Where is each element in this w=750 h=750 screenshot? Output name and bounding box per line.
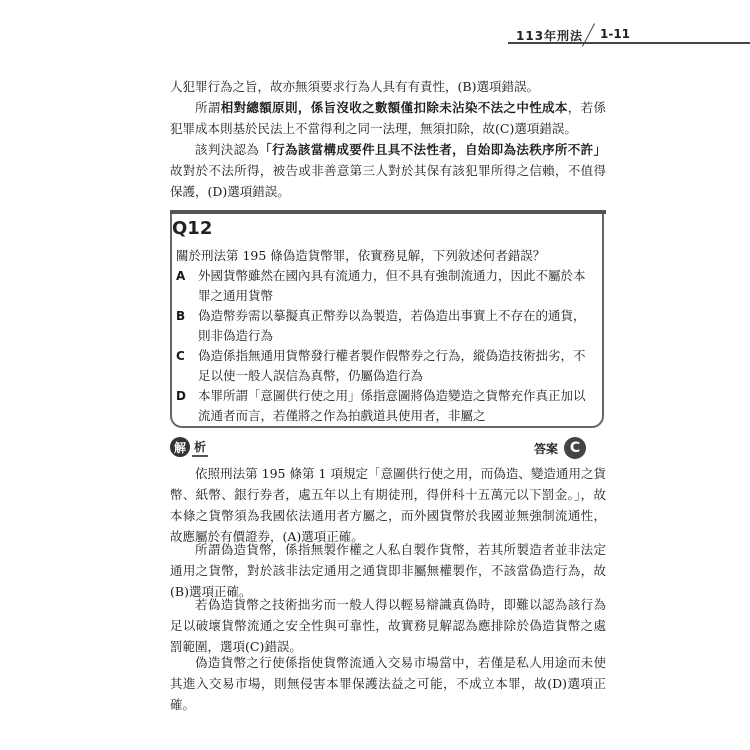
explanation-badge-sub: 析 — [192, 438, 208, 457]
book-title: 113年刑法 — [516, 29, 584, 43]
option-d — [176, 386, 596, 426]
option-text: 外國貨幣雖然在國內具有流通力，但不具有強制流通力，因此不屬於本罪之通用貨幣 — [198, 268, 586, 303]
intro-bold-2: 相對總額原則，係旨沒收之數額僅扣除未沾染不法之中性成本 — [220, 100, 568, 115]
answer-value: C — [564, 437, 586, 459]
running-header — [508, 20, 750, 50]
option-text: 偽造係指無通用貨幣發行權者製作假幣券之行為，縱偽造技術拙劣，不足以使一般人誤信為真幣，仍屬偽造行為 — [198, 348, 586, 383]
explanation-paragraph-1: 依照刑法第 195 條第 1 項規定「意圖供行使之用，而偽造、變造通用之貨幣、紙幣、銀行券者，處五年以上有期徒刑，得併科十五萬元以下罰金。」，故本條之貨幣須為我國依法通用者方屬之，而外國貨幣於我國並無強制流通性，故應屬於有價證券，(A)選項正確。 — [170, 466, 606, 544]
intro-paragraph-1: 人犯罪行為之旨，故亦無須要求行為人具有有責性，(B)選項錯誤。 — [170, 79, 539, 94]
intro-bold-3: 「行為該當構成要件且具不法性者，自始即為法秩序所不許」 — [259, 142, 606, 157]
option-text: 本罪所謂「意圖供行使之用」係指意圖將偽造變造之貨幣充作真正加以流通者而言，若僅將之作為拍戲道具使用者，非屬之 — [198, 388, 586, 423]
explanation-paragraph-4: 偽造貨幣之行使係指使貨幣流通入交易市場當中，若僅是私人用途而未使其進入交易市場，則無侵害本罪保護法益之可能，不成立本罪，故(D)選項正確。 — [170, 655, 606, 712]
option-text: 偽造幣券需以摹擬真正幣券以為製造，若偽造出事實上不存在的通貨，則非偽造行為 — [198, 308, 586, 343]
page-number: 1-11 — [600, 27, 631, 41]
option-letter: B — [176, 309, 186, 323]
option-a — [176, 266, 596, 306]
explanation-paragraph-3: 若偽造貨幣之技術拙劣而一般人得以輕易辯識真偽時，即難以認為該行為足以破壞貨幣流通之安全性與可靠性，故實務見解認為應排除於偽造貨幣之處罰範圍，選項(C)錯誤。 — [170, 597, 606, 654]
explanation-paragraph-2: 所謂偽造貨幣，係指無製作權之人私自製作貨幣，若其所製造者並非法定通用之貨幣，對於該非法定通用之通貨即非屬無權製作，不該當偽造行為，故(B)選項正確。 — [170, 542, 606, 599]
option-b — [176, 306, 596, 346]
option-letter: C — [176, 349, 185, 363]
explanation-badge — [170, 437, 208, 457]
option-c — [176, 346, 596, 386]
option-letter: D — [176, 389, 186, 403]
option-letter: A — [176, 269, 186, 283]
question-stem: 關於刑法第 195 條偽造貨幣罪，依實務見解，下列敘述何者錯誤？ — [176, 248, 546, 263]
question-number: Q12 — [172, 218, 213, 239]
answer-indicator — [534, 437, 586, 459]
intro-paragraph-3: 該判決認為「行為該當構成要件且具不法性者，自始即為法秩序所不許」故對於不法所得，被告或非善意第三人對於其保有該犯罪所得之信賴，不值得保護，(D)選項錯誤。 — [170, 142, 606, 199]
answer-label: 答案 — [534, 441, 559, 456]
intro-paragraph-2: 所謂相對總額原則，係旨沒收之數額僅扣除未沾染不法之中性成本，若係犯罪成本則基於民法上不當得利之同一法理，無須扣除，故(C)選項錯誤。 — [170, 100, 606, 136]
explanation-badge-main: 解 — [170, 437, 190, 457]
